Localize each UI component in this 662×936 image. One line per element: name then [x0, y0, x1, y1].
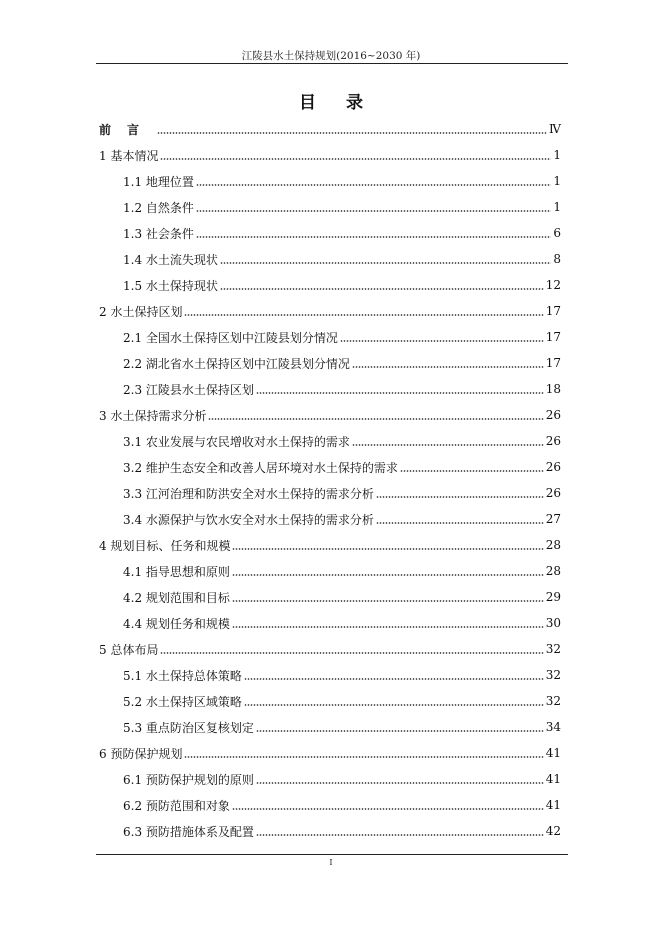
toc-entry-page: 1	[553, 174, 561, 188]
toc-entry-label: 1.4 水土流失现状	[123, 252, 218, 267]
dot-leader	[400, 470, 544, 472]
toc-entry-page: Ⅳ	[549, 122, 561, 136]
dot-leader	[376, 496, 544, 498]
dot-leader	[256, 392, 544, 394]
toc-entry-page: 1	[553, 200, 561, 214]
toc-entry-label: 6.1 预防保护规划的原则	[123, 772, 254, 787]
toc-entry-page: 41	[545, 746, 561, 760]
toc-entry-page: 26	[545, 460, 561, 474]
dot-leader	[256, 782, 544, 784]
toc-entry-page: 41	[545, 772, 561, 786]
dot-leader	[184, 314, 543, 316]
toc-entry-label: 1.3 社会条件	[123, 226, 194, 241]
dot-leader	[160, 652, 543, 654]
toc-entry-label: 5 总体布局	[99, 642, 159, 657]
toc-entry-page: 29	[545, 590, 561, 604]
toc-entry-label: 前言	[99, 122, 156, 137]
toc-entry-page: 8	[553, 252, 561, 266]
toc-entry[interactable]	[99, 792, 561, 818]
toc-entry-page: 17	[545, 304, 561, 318]
toc-entry-page: 12	[545, 278, 561, 292]
toc-entry-page: 32	[545, 642, 561, 656]
running-header: 江陵县水土保持规划(2016~2030 年)	[241, 50, 421, 62]
dot-leader	[220, 288, 544, 290]
toc-entry[interactable]	[99, 714, 561, 740]
footer-page-number: I	[329, 858, 333, 867]
toc-entry-page: 17	[545, 330, 561, 344]
table-of-contents	[99, 116, 561, 844]
dot-leader	[232, 600, 544, 602]
toc-entry[interactable]	[99, 818, 561, 844]
toc-entry-label: 1.2 自然条件	[123, 200, 194, 215]
toc-entry-label: 2.3 江陵县水土保持区划	[123, 382, 254, 397]
toc-entry[interactable]	[99, 272, 561, 298]
dot-leader	[157, 132, 547, 134]
dot-leader	[352, 444, 544, 446]
toc-entry-label: 3.4 水源保护与饮水安全对水土保持的需求分析	[123, 512, 374, 527]
toc-entry-label: 1.5 水土保持现状	[123, 278, 218, 293]
toc-entry-page: 32	[545, 668, 561, 682]
toc-entry[interactable]	[99, 376, 561, 402]
toc-entry[interactable]	[99, 636, 561, 662]
toc-entry-label: 3.2 维护生态安全和改善人居环境对水土保持的需求	[123, 460, 398, 475]
toc-entry-label: 5.2 水土保持区域策略	[123, 694, 242, 709]
dot-leader	[244, 704, 544, 706]
toc-entry-page: 26	[545, 408, 561, 422]
toc-entry-label: 4.4 规划任务和规模	[123, 616, 230, 631]
toc-entry-label: 2 水土保持区划	[99, 304, 183, 319]
dot-leader	[196, 184, 551, 186]
toc-entry[interactable]	[99, 324, 561, 350]
toc-entry[interactable]	[99, 740, 561, 766]
toc-entry-page: 26	[545, 486, 561, 500]
toc-entry[interactable]	[99, 454, 561, 480]
toc-entry-page: 17	[545, 356, 561, 370]
toc-entry-label: 3.1 农业发展与农民增收对水土保持的需求	[123, 434, 350, 449]
dot-leader	[160, 158, 551, 160]
toc-entry[interactable]	[99, 220, 561, 246]
dot-leader	[208, 418, 543, 420]
toc-entry[interactable]	[99, 350, 561, 376]
toc-entry-label: 4.1 指导思想和原则	[123, 564, 230, 579]
toc-entry[interactable]	[99, 116, 561, 142]
toc-entry[interactable]	[99, 506, 561, 532]
dot-leader	[196, 236, 551, 238]
toc-entry-label: 4.2 规划范围和目标	[123, 590, 230, 605]
toc-entry[interactable]	[99, 194, 561, 220]
toc-entry-label: 2.1 全国水土保持区划中江陵县划分情况	[123, 330, 338, 345]
toc-entry-page: 27	[545, 512, 561, 526]
toc-entry-label: 1 基本情况	[99, 148, 159, 163]
footer-divider	[96, 854, 568, 855]
toc-entry[interactable]	[99, 558, 561, 584]
toc-entry[interactable]	[99, 766, 561, 792]
toc-entry[interactable]	[99, 688, 561, 714]
toc-entry[interactable]	[99, 402, 561, 428]
toc-entry[interactable]	[99, 662, 561, 688]
dot-leader	[232, 626, 544, 628]
toc-entry-page: 42	[545, 824, 561, 838]
dot-leader	[352, 366, 544, 368]
toc-entry-label: 3 水土保持需求分析	[99, 408, 207, 423]
toc-entry-page: 1	[553, 148, 561, 162]
dot-leader	[220, 262, 551, 264]
toc-entry[interactable]	[99, 480, 561, 506]
toc-entry-label: 6.3 预防措施体系及配置	[123, 824, 254, 839]
toc-entry[interactable]	[99, 298, 561, 324]
toc-entry-page: 26	[545, 434, 561, 448]
toc-entry-label: 6 预防保护规划	[99, 746, 183, 761]
toc-entry-page: 41	[545, 798, 561, 812]
toc-entry-page: 30	[545, 616, 561, 630]
dot-leader	[256, 730, 544, 732]
toc-entry-page: 32	[545, 694, 561, 708]
toc-entry[interactable]	[99, 610, 561, 636]
dot-leader	[232, 574, 544, 576]
dot-leader	[184, 756, 543, 758]
toc-entry-page: 34	[545, 720, 561, 734]
toc-entry-label: 4 规划目标、任务和规模	[99, 538, 231, 553]
toc-entry-label: 3.3 江河治理和防洪安全对水土保持的需求分析	[123, 486, 374, 501]
toc-entry-page: 28	[545, 564, 561, 578]
dot-leader	[196, 210, 551, 212]
toc-entry[interactable]	[99, 246, 561, 272]
header-divider	[96, 63, 568, 64]
toc-entry[interactable]	[99, 584, 561, 610]
dot-leader	[376, 522, 544, 524]
dot-leader	[256, 834, 544, 836]
toc-entry[interactable]	[99, 532, 561, 558]
toc-entry[interactable]	[99, 428, 561, 454]
toc-title: 目录	[299, 93, 393, 113]
dot-leader	[244, 678, 544, 680]
toc-entry[interactable]	[99, 142, 561, 168]
toc-entry-page: 28	[545, 538, 561, 552]
toc-entry-page: 6	[553, 226, 561, 240]
dot-leader	[232, 808, 544, 810]
dot-leader	[232, 548, 543, 550]
toc-entry-label: 1.1 地理位置	[123, 174, 194, 189]
toc-entry-label: 2.2 湖北省水土保持区划中江陵县划分情况	[123, 356, 350, 371]
toc-entry[interactable]	[99, 168, 561, 194]
toc-entry-label: 5.1 水土保持总体策略	[123, 668, 242, 683]
toc-entry-label: 6.2 预防范围和对象	[123, 798, 230, 813]
toc-entry-label: 5.3 重点防治区复核划定	[123, 720, 254, 735]
dot-leader	[340, 340, 544, 342]
toc-entry-page: 18	[545, 382, 561, 396]
